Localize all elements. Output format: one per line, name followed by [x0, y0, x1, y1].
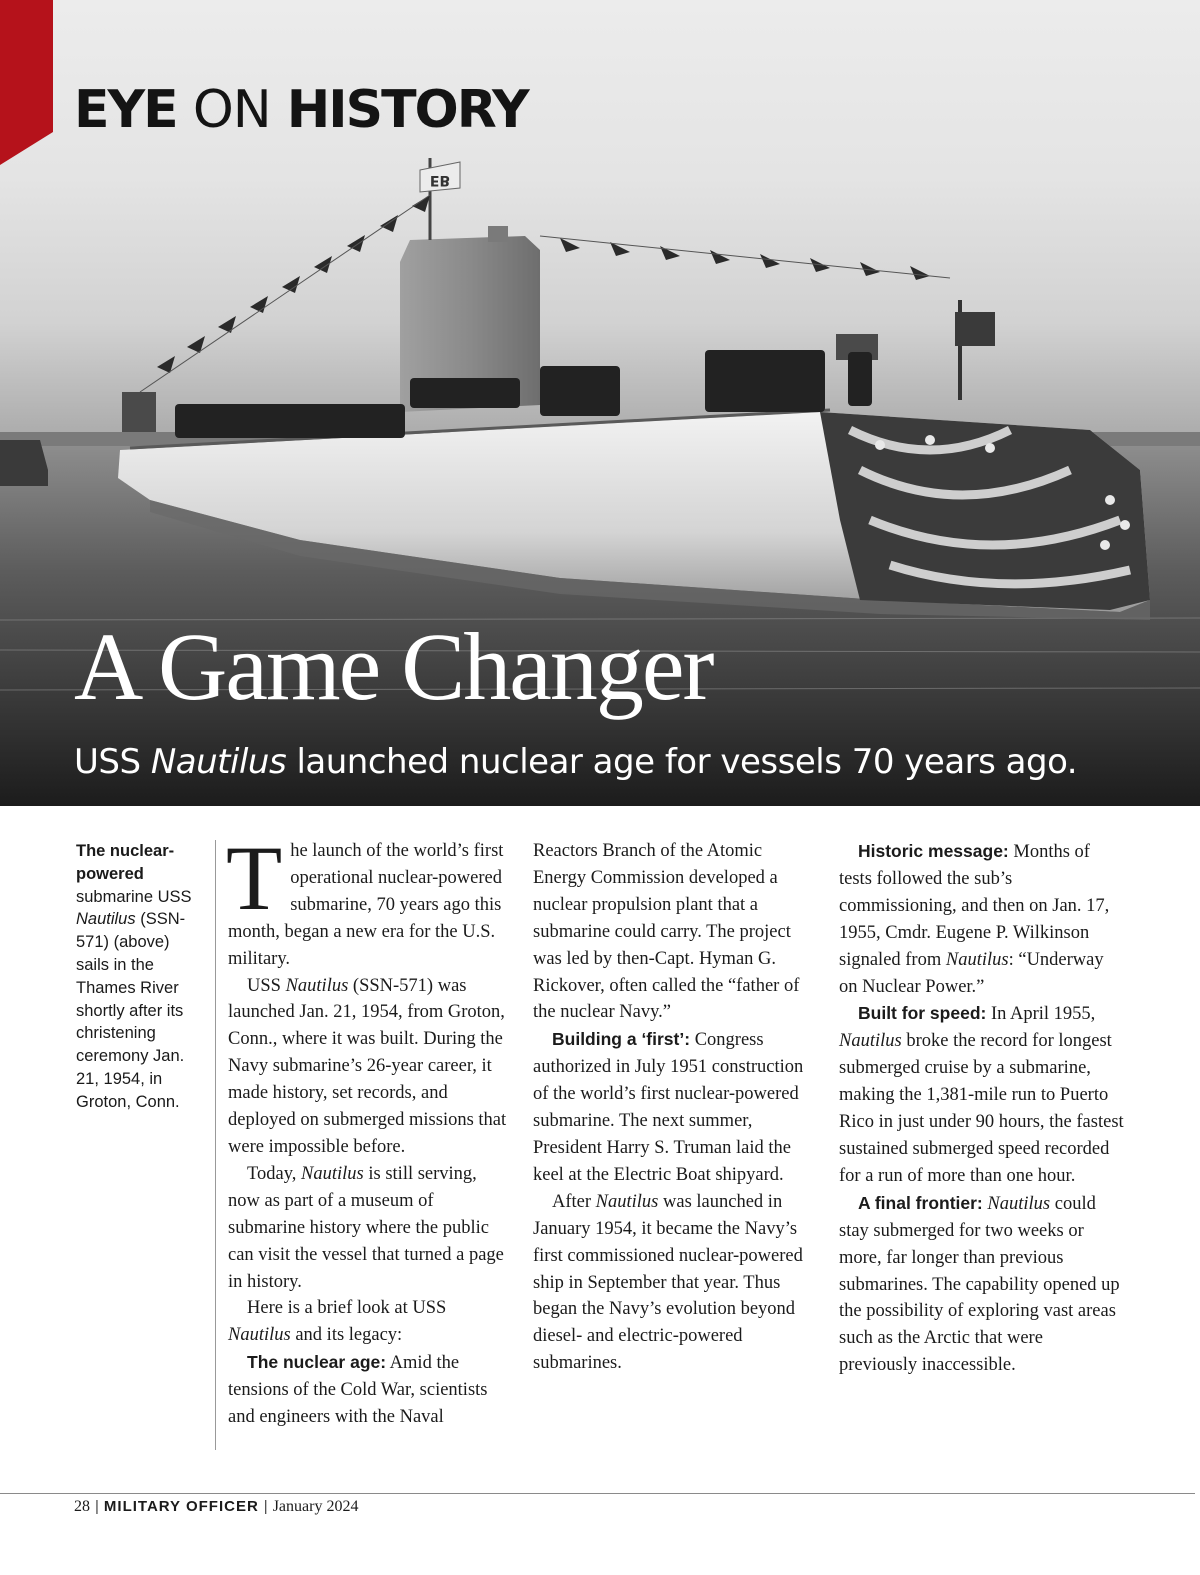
- kicker-on: ON: [192, 80, 271, 140]
- photo-caption: The nuclear-powered submarine USS Nautilus (SSN-571) (above) sails in the Thames River shortly after its christening ceremony Jan. 21, 1954, in Groton, Conn.: [76, 842, 192, 1111]
- paragraph-continued: [533, 838, 818, 1026]
- paragraph-intro: The launch of the world’s first operational nuclear-powered submarine, 70 years ago this month, began a new era for the U.S. military.: [226, 827, 504, 969]
- paragraph: Today, Nautilus is still serving, now as part of a museum of submarine history where the public can visit the vessel that turned a page in history.: [228, 1163, 504, 1292]
- page-number: 28: [74, 1498, 90, 1515]
- subhead-built-for-speed: Built for speed:: [858, 1003, 987, 1024]
- article-dek: USS Nautilus launched nuclear age for vessels 70 years ago.: [74, 742, 1078, 782]
- footer-separator: |: [263, 1498, 268, 1515]
- article-headline: A Game Changer: [74, 613, 713, 720]
- paragraph-final-frontier: A final frontier: Nautilus could stay submerged for two weeks or more, far longer than previous submarines. The capability opened up the possibility of exploring vast areas such as the Arctic that were previously inaccessible.: [839, 1192, 1120, 1376]
- section-kicker: [74, 80, 528, 140]
- article-column-3: [839, 838, 1124, 1379]
- paragraph: Here is a brief look at USS Nautilus and its legacy:: [228, 1298, 447, 1346]
- paragraph: USS Nautilus (SSN-571) was launched Jan. 21, 1954, from Groton, Conn., where it was built. During the Navy submarine’s 26-year career, it made history, set records, and deployed on submerged missions that were impossible before.: [228, 975, 507, 1157]
- kicker-eye: EYE: [74, 80, 177, 140]
- page-footer: [74, 1497, 358, 1517]
- paragraph-building-first: Building a ‘first’: Congress authorized in July 1951 construction of the world’s first nuclear-powered submarine. The next summer, President Harry S. Truman laid the keel at the Electric Boat shipyard.: [533, 1029, 804, 1185]
- dek-ship-name: Nautilus: [150, 742, 287, 782]
- footer-rule: [0, 1493, 1195, 1494]
- subhead-final-frontier: A final frontier:: [858, 1192, 983, 1213]
- footer-separator: |: [95, 1498, 99, 1515]
- article-column-2: [533, 838, 818, 1377]
- signal-flags: [157, 195, 930, 373]
- subhead-historic-message: Historic message:: [858, 841, 1009, 861]
- eb-flag-text: EB: [429, 172, 451, 188]
- continued-text: Reactors Branch of the Atomic Energy Commission developed a nuclear propulsion plant that a submarine could carry. The project was led by then-Capt. Hyman G. Rickover, often called the “father of the nuclear Navy.”: [533, 841, 800, 1023]
- column-divider: [215, 840, 216, 1450]
- issue-date: January 2024: [272, 1498, 359, 1515]
- magazine-name: MILITARY OFFICER: [103, 1498, 259, 1515]
- bow-flag: [122, 392, 156, 432]
- article-column-1: [226, 827, 513, 1431]
- subhead-nuclear-age: The nuclear age:: [247, 1352, 387, 1373]
- paragraph-nuclear-age: The nuclear age: Amid the tensions of the Cold War, scientists and engineers with the Naval: [228, 1352, 488, 1428]
- drop-cap: T: [226, 827, 283, 929]
- stern-flag: [955, 312, 995, 346]
- subhead-building-first: Building a ‘first’:: [552, 1029, 691, 1050]
- paragraph: After Nautilus was launched in January 1954, it became the Navy’s first commissioned nuclear-powered ship in September that year. Thus began the Navy’s evolution beyond diesel- and electric-powered submarines.: [533, 1191, 803, 1374]
- kicker-history: HISTORY: [286, 80, 528, 140]
- caption-lead: The nuclear-powered: [76, 842, 175, 883]
- paragraph-built-for-speed: Built for speed: In April 1955, Nautilus broke the record for longest submerged cruise by a submarine, making the 1,381-mile run to Puerto Rico in just under 90 hours, the fastest sustained submerged speed recorded for a run of more than one hour.: [839, 1003, 1124, 1186]
- tug-boat: [0, 440, 48, 486]
- paragraph-historic-message: Historic message: Months of tests followed the sub’s commissioning, and then on Jan. 17, 1955, Cmdr. Eugene P. Wilkinson signaled from Nautilus: “Underway on Nuclear Power.”: [839, 841, 1110, 997]
